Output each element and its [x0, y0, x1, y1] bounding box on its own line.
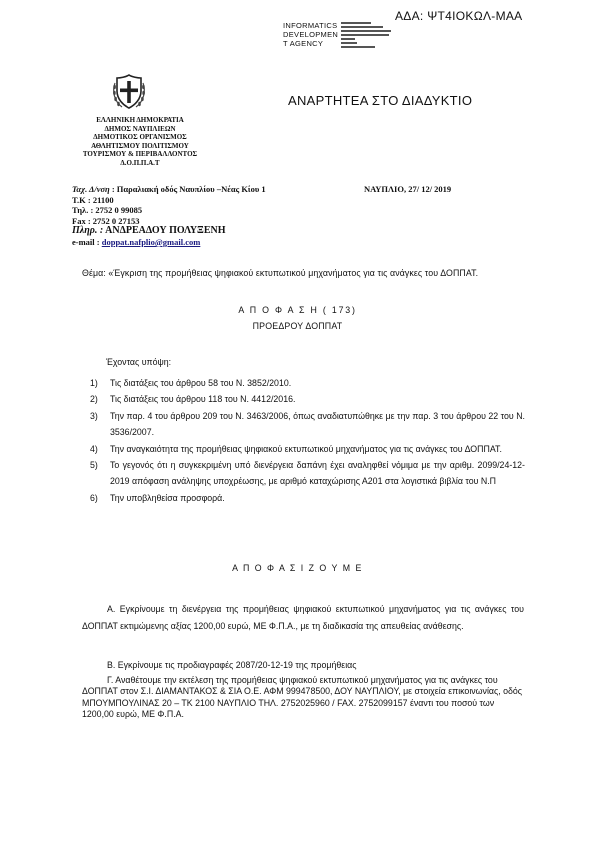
item-number: 2) [90, 394, 98, 405]
ada-code: ΑΔΑ: ΨΤ4ΙΟΚΩΛ-ΜΑΑ [395, 9, 523, 23]
decision-subtitle: ΠΡΟΕΔΡΟΥ ΔΟΠΠΑΤ [252, 321, 343, 331]
postal-code: Τ.Κ : 21100 [72, 194, 114, 205]
email-row [72, 237, 266, 248]
telephone: Τηλ. : 2752 0 99085 [72, 205, 143, 216]
info-label: Πληρ. : [72, 225, 104, 237]
date-place: ΝΑΥΠΛΙΟ, 27/ 12/ 2019 [364, 184, 452, 194]
decision-title: Α Π Ο Φ Α Σ Η ( 173) [238, 305, 357, 315]
authority-line: ΑΘΛΗΤΙΣΜΟΥ ΠΟΛΙΤΙΣΜΟΥ [91, 141, 189, 150]
authority-line: ΔΗΜΟΣ ΝΑΥΠΛΙΕΩΝ [104, 124, 176, 133]
info-row [72, 226, 266, 237]
item-text: Την υποβληθείσα προσφορά. [110, 492, 225, 503]
agency-line: T AGENCY [283, 39, 324, 48]
decision-paragraph-a: Α. Εγκρίνουμε τη διενέργεια της προμήθειας ψηφιακού εκτυπωτικού μηχανήματος για τις ανάγκες του ΔΟΠΠΑΤ εκτιμώμενης αξίας 1200,00 ευρώ, ΜΕ Φ.Π.Α., με τη διαδικασία της απευθείας ανάθεσης. [82, 604, 524, 631]
considerations-list [90, 375, 525, 506]
list-item [90, 457, 525, 490]
authority-line: ΔΗΜΟΤΙΚΟΣ ΟΡΓΑΝΙΣΜΟΣ [93, 133, 187, 142]
list-item [90, 391, 525, 407]
list-item [90, 490, 525, 506]
email-label: e-mail : [72, 236, 100, 247]
list-item [90, 441, 525, 457]
list-item [90, 408, 525, 441]
item-number: 5) [90, 460, 98, 471]
address-value: : Παραλιακή οδός Ναυπλίου –Νέας Κίου 1 [111, 184, 266, 194]
item-text: Το γεγονός ότι η συγκεκριμένη υπό διενέργεια δαπάνη έχει αναληφθεί νόμιμα με την αριθμ. 2099/24-12-2019 απόφαση ανάληψης υποχρέωσης, με αριθμό καταχώρισης Α201 στα λογιστικά βιβλία του Ν.Π [110, 460, 525, 487]
decision-paragraph-c: Γ. Αναθέτουμε την εκτέλεση της προμήθειας ψηφιακού εκτυπωτικού μηχανήματος για τις ανάγκες του ΔΟΠΠΑΤ στον Σ.Ι. ΔΙΑΜΑΝΤΑΚΟΣ & ΣΙΑ Ο.Ε. ΑΦΜ 999478500, ΔΟΥ ΝΑΥΠΛΙΟΥ, με στοιχεία επικοινωνίας, οδός ΜΠΟΥΜΠΟΥΛΙΝΑΣ 20 – ΤΚ 2100 ΝΑΥΠΛΙΟ ΤΗΛ. 2752025960 / FAX. 2752099157 έναντι του ποσού των 1200,00 ευρώ, ΜΕ Φ.Π.Α. [82, 675, 523, 720]
authority-line: ΕΛΛΗΝΙΚΗ ΔΗΜΟΚΡΑΤΙΑ [96, 116, 184, 124]
address-row [72, 184, 266, 195]
authority-line: Δ.Ο.Π.Π.Α.Τ [120, 158, 160, 167]
subject-line: Θέμα: «Έγκριση της προμήθειας ψηφιακού εκτυπωτικού μηχανήματος για τις ανάγκες του ΔΟΠΠΑΤ. [82, 268, 479, 278]
item-number: 4) [90, 443, 98, 454]
post-online-notice: ΑΝΑΡΤΗΤΕΑ ΣΤΟ ΔΙΑΔΥΚΤΙΟ [288, 93, 473, 108]
authority-block [70, 116, 210, 168]
email-link[interactable]: doppat.nafplio@gmail.com [101, 236, 201, 247]
decision-paragraph-b: Β. Εγκρίνουμε τις προδιαγραφές 2087/20-12-19 της προμήθειας [107, 660, 357, 670]
authority-line: ΤΟΥΡΙΣΜΟΥ & ΠΕΡΙΒΑΛΛΟΝΤΟΣ [82, 150, 198, 159]
agency-line: DEVELOPMEN [283, 30, 339, 39]
we-decide-heading: Α Π Ο Φ Α Σ Ι Ζ Ο Υ Μ Ε [232, 563, 363, 573]
info-value: ΑΝΔΡΕΑΔΟΥ ΠΟΛΥΞΕΝΗ [105, 225, 226, 237]
contact-block [72, 184, 266, 248]
list-item [90, 375, 525, 391]
item-number: 6) [90, 492, 98, 503]
agency-line: INFORMATICS [283, 21, 338, 30]
greek-coat-of-arms-icon [112, 73, 146, 111]
item-number: 3) [90, 410, 98, 421]
item-number: 1) [90, 378, 98, 388]
item-text: Την αναγκαιότητα της προμήθειας ψηφιακού εκτυπωτικού μηχανήματος για τις ανάγκες του ΔΟΠΠΑΤ. [110, 443, 502, 454]
having-regard-heading: Έχοντας υπόψη: [106, 357, 172, 367]
item-text: Τις διατάξεις του άρθρου 118 του Ν. 4412/2016. [110, 394, 296, 405]
fax: Fax : 2752 0 27153 [72, 215, 140, 226]
agency-name [283, 21, 338, 48]
agency-stamp-lines [341, 21, 401, 51]
address-label: Ταχ. Δ/νση [72, 184, 110, 194]
item-text: Τις διατάξεις του άρθρου 58 του Ν. 3852/2010. [110, 378, 292, 388]
item-text: Την παρ. 4 του άρθρου 209 του Ν. 3463/2006, όπως αναδιατυπώθηκε με την παρ. 3 του άρθρου 22 του Ν. 3536/2007. [110, 410, 525, 438]
